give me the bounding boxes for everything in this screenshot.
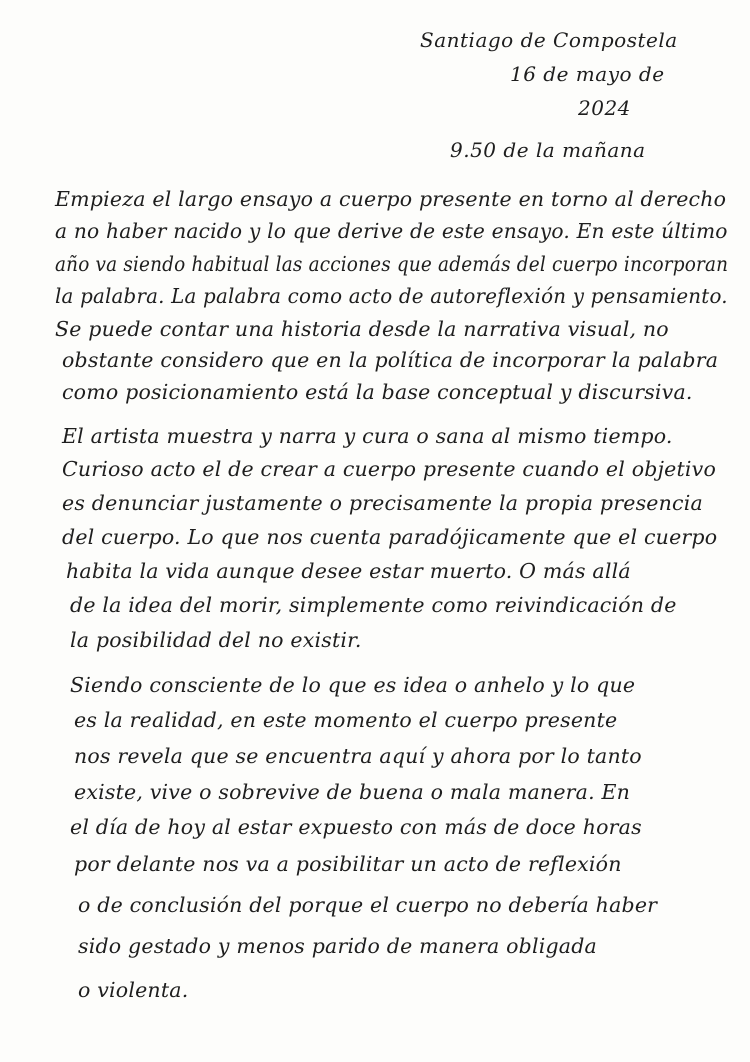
time-line: 9.50 de la mañana bbox=[450, 138, 646, 162]
place-line: Santiago de Compostela bbox=[420, 28, 678, 52]
text-line: a no haber nacido y lo que derive de este ensayo. En este último bbox=[55, 219, 728, 243]
text-line: existe, vive o sobrevive de buena o mala manera. En bbox=[74, 780, 631, 804]
text-line: o de conclusión del porque el cuerpo no debería haber bbox=[78, 893, 658, 917]
text-line: la posibilidad del no existir. bbox=[70, 628, 362, 652]
text-line: por delante nos va a posibilitar un acto de reflexión bbox=[74, 852, 622, 876]
text-line: año va siendo habitual las acciones que además del cuerpo incorporan bbox=[55, 252, 729, 276]
text-line: del cuerpo. Lo que nos cuenta paradójicamente que el cuerpo bbox=[62, 525, 718, 549]
text-line: habita la vida aunque desee estar muerto. O más allá bbox=[66, 559, 631, 583]
date-line: 16 de mayo de bbox=[510, 62, 665, 86]
text-line: El artista muestra y narra y cura o sana al mismo tiempo. bbox=[62, 424, 673, 448]
text-line: es la realidad, en este momento el cuerpo presente bbox=[74, 708, 618, 732]
text-line: Siendo consciente de lo que es idea o anhelo y lo que bbox=[70, 673, 636, 697]
text-line: nos revela que se encuentra aquí y ahora por lo tanto bbox=[74, 744, 642, 768]
year-line: 2024 bbox=[578, 96, 631, 120]
text-line: la palabra. La palabra como acto de autoreflexión y pensamiento. bbox=[55, 284, 728, 308]
text-line: Se puede contar una historia desde la narrativa visual, no bbox=[55, 317, 669, 341]
text-line: o violenta. bbox=[78, 978, 189, 1002]
text-line: de la idea del morir, simplemente como reivindicación de bbox=[70, 593, 677, 617]
text-line: como posicionamiento está la base conceptual y discursiva. bbox=[62, 380, 693, 404]
text-line: sido gestado y menos parido de manera obligada bbox=[78, 934, 597, 958]
text-line: el día de hoy al estar expuesto con más de doce horas bbox=[70, 815, 642, 839]
text-line: es denunciar justamente o precisamente la propia presencia bbox=[62, 491, 703, 515]
text-line: Empieza el largo ensayo a cuerpo presente en torno al derecho bbox=[55, 187, 727, 211]
text-line: obstante considero que en la política de incorporar la palabra bbox=[62, 348, 719, 372]
text-line: Curioso acto el de crear a cuerpo presente cuando el objetivo bbox=[62, 457, 716, 481]
